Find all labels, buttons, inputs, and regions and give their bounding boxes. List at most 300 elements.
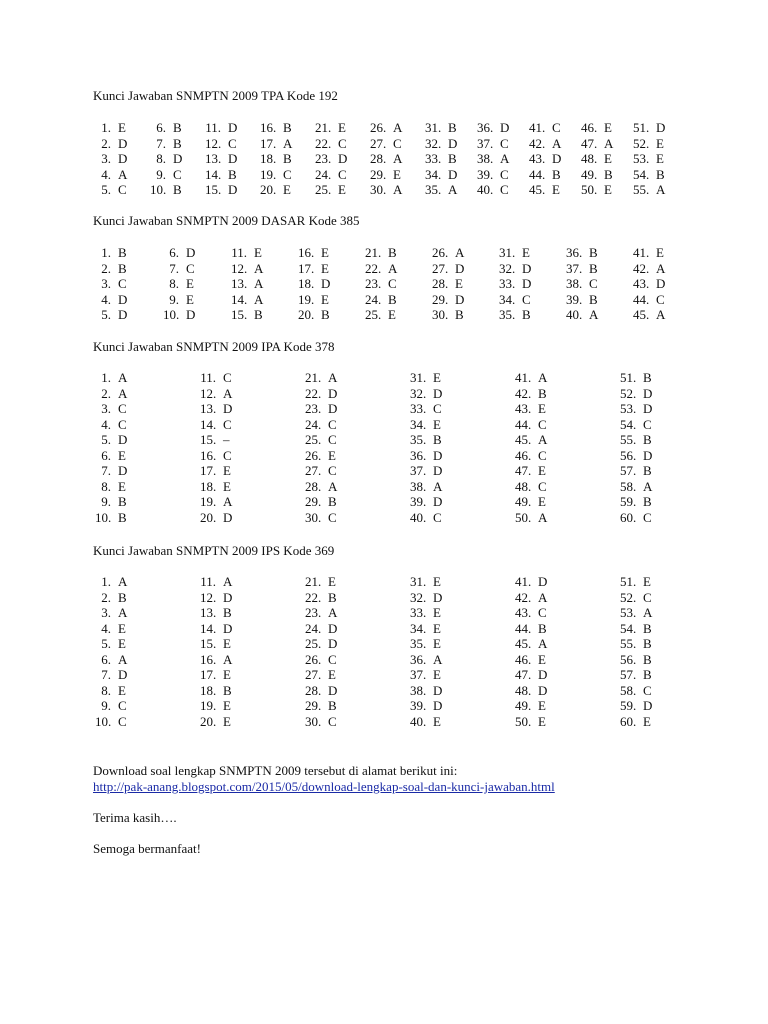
answer-item xyxy=(633,276,703,292)
answer-letter: D xyxy=(433,589,443,605)
answer-number: 4. xyxy=(101,620,111,636)
answer-item xyxy=(305,636,410,652)
answer-letter: C xyxy=(500,135,509,151)
answer-number: 36. xyxy=(477,120,494,135)
answer-letter: A xyxy=(223,651,233,667)
answer-number: 36. xyxy=(410,447,427,463)
answer-number: 26. xyxy=(305,651,322,667)
answer-letter: B xyxy=(448,120,457,135)
answer-item xyxy=(95,182,150,198)
answer-letter: C xyxy=(118,401,127,416)
answer-item xyxy=(515,494,620,510)
answer-item xyxy=(260,182,315,198)
answer-item xyxy=(515,386,620,402)
answer-number: 9. xyxy=(156,166,166,182)
answer-number: 4. xyxy=(101,291,111,307)
answer-letter: E xyxy=(433,667,441,682)
answer-item xyxy=(432,307,499,323)
answer-item xyxy=(95,120,150,136)
answer-letter: E xyxy=(388,307,396,322)
answer-letter: B xyxy=(118,589,127,605)
answer-item xyxy=(515,621,620,637)
answer-letter: D xyxy=(118,151,128,166)
answer-number: 3. xyxy=(101,276,111,291)
answer-item xyxy=(298,245,365,261)
answer-letter: A xyxy=(538,589,548,605)
answer-number: 44. xyxy=(515,620,532,636)
answer-letter: B xyxy=(643,651,652,667)
answer-item xyxy=(95,605,200,621)
answer-number: 46. xyxy=(581,120,598,135)
answer-number: 34. xyxy=(499,291,516,307)
answer-letter: A xyxy=(118,651,128,667)
answer-letter: A xyxy=(118,385,128,401)
answer-number: 31. xyxy=(410,370,427,385)
answer-item xyxy=(477,120,529,136)
answer-number: 16. xyxy=(200,651,217,667)
answer-number: 45. xyxy=(633,307,650,322)
answer-item xyxy=(305,698,410,714)
answer-number: 20. xyxy=(298,307,315,322)
answer-number: 26. xyxy=(370,120,387,135)
answer-letter: D xyxy=(328,682,338,698)
answer-number: 24. xyxy=(305,620,322,636)
answer-letter: E xyxy=(433,713,441,729)
answer-item xyxy=(150,136,205,152)
answer-letter: A xyxy=(254,291,264,307)
answer-letter: B xyxy=(173,135,182,151)
answer-letter: E xyxy=(223,667,231,682)
answer-item xyxy=(200,510,305,526)
answer-number: 44. xyxy=(515,416,532,432)
answer-item xyxy=(620,463,680,479)
answer-number: 14. xyxy=(205,166,222,182)
answer-grid-ips xyxy=(95,574,680,729)
answer-item xyxy=(305,667,410,683)
answer-letter: E xyxy=(223,698,231,713)
answer-letter: D xyxy=(643,401,653,416)
answer-number: 37. xyxy=(477,135,494,151)
answer-item xyxy=(515,652,620,668)
answer-number: 34. xyxy=(410,416,427,432)
answer-item xyxy=(305,432,410,448)
answer-letter: E xyxy=(118,636,126,651)
answer-letter: A xyxy=(538,432,548,447)
answer-item xyxy=(200,636,305,652)
answer-number: 5. xyxy=(101,432,111,447)
answer-letter: E xyxy=(522,245,530,260)
answer-letter: D xyxy=(643,447,653,463)
answer-item xyxy=(260,167,315,183)
answer-number: 19. xyxy=(298,291,315,307)
answer-letter: D xyxy=(656,276,666,291)
answer-number: 7. xyxy=(156,135,166,151)
answer-letter: C xyxy=(223,447,232,463)
answer-letter: E xyxy=(223,713,231,729)
answer-item xyxy=(200,479,305,495)
answer-number: 7. xyxy=(101,667,111,682)
answer-number: 39. xyxy=(566,291,583,307)
answer-number: 8. xyxy=(156,151,166,166)
answer-letter: D xyxy=(433,698,443,713)
answer-number: 35. xyxy=(410,432,427,447)
answer-item xyxy=(410,636,515,652)
answer-letter: E xyxy=(321,291,329,307)
answer-letter: D xyxy=(433,494,443,509)
answer-item xyxy=(515,370,620,386)
answer-letter: E xyxy=(433,620,441,636)
answer-item xyxy=(410,667,515,683)
answer-number: 11. xyxy=(205,120,221,135)
answer-item xyxy=(499,261,566,277)
answer-number: 28. xyxy=(370,151,387,166)
answer-item xyxy=(200,683,305,699)
answer-item xyxy=(410,621,515,637)
answer-number: 31. xyxy=(499,245,516,260)
answer-item xyxy=(515,636,620,652)
answer-number: 60. xyxy=(620,713,637,729)
answer-number: 26. xyxy=(305,447,322,463)
answer-letter: A xyxy=(393,182,403,197)
answer-item xyxy=(95,590,200,606)
answer-number: 13. xyxy=(205,151,222,166)
answer-letter: E xyxy=(604,182,612,197)
answer-letter: C xyxy=(186,260,195,276)
answer-number: 55. xyxy=(620,432,637,447)
answer-number: 39. xyxy=(410,698,427,713)
answer-item xyxy=(95,714,200,730)
answer-item xyxy=(620,401,680,417)
answer-number: 32. xyxy=(499,260,516,276)
answer-item xyxy=(410,386,515,402)
answer-item xyxy=(529,151,581,167)
answer-number: 47. xyxy=(581,135,598,151)
answer-item xyxy=(95,494,200,510)
answer-number: 21. xyxy=(315,120,332,135)
answer-number: 18. xyxy=(200,478,217,494)
answer-letter: C xyxy=(538,605,547,620)
answer-item xyxy=(410,574,515,590)
answer-letter: A xyxy=(538,636,548,651)
answer-item xyxy=(633,245,703,261)
answer-number: 41. xyxy=(515,370,532,385)
answer-item xyxy=(163,261,231,277)
answer-number: 16. xyxy=(200,447,217,463)
answer-number: 23. xyxy=(305,401,322,416)
answer-letter: A xyxy=(328,605,338,620)
answer-number: 46. xyxy=(515,447,532,463)
answer-item xyxy=(620,370,680,386)
answer-item xyxy=(620,448,680,464)
answer-item xyxy=(581,167,633,183)
answer-letter: E xyxy=(321,245,329,260)
answer-number: 4. xyxy=(101,166,111,182)
answer-item xyxy=(499,292,566,308)
answer-number: 10. xyxy=(163,307,180,322)
answer-number: 35. xyxy=(410,636,427,651)
answer-number: 3. xyxy=(101,605,111,620)
answer-item xyxy=(566,292,633,308)
answer-letter: B xyxy=(254,307,263,322)
answer-letter: B xyxy=(173,182,182,197)
answer-letter: C xyxy=(589,276,598,291)
answer-letter: D xyxy=(552,151,562,166)
answer-letter: D xyxy=(643,698,653,713)
answer-item xyxy=(620,652,680,668)
answer-letter: E xyxy=(321,260,329,276)
answer-item xyxy=(200,401,305,417)
answer-item xyxy=(305,479,410,495)
answer-number: 40. xyxy=(477,182,494,197)
answer-item xyxy=(305,401,410,417)
answer-letter: A xyxy=(643,478,653,494)
answer-number: 8. xyxy=(101,682,111,698)
answer-letter: B xyxy=(328,698,337,713)
answer-number: 23. xyxy=(315,151,332,166)
answer-item xyxy=(620,636,680,652)
answer-letter: C xyxy=(328,416,337,432)
answer-letter: D xyxy=(656,120,666,135)
answer-letter: B xyxy=(433,432,442,447)
answer-number: 8. xyxy=(169,276,179,291)
answer-item xyxy=(633,261,703,277)
answer-letter: D xyxy=(328,385,338,401)
answer-number: 1. xyxy=(101,120,111,135)
answer-item xyxy=(205,182,260,198)
answer-number: 15. xyxy=(200,432,217,447)
answer-item xyxy=(305,386,410,402)
answer-item xyxy=(200,417,305,433)
answer-number: 25. xyxy=(305,432,322,447)
answer-item xyxy=(620,432,680,448)
answer-letter: D xyxy=(538,682,548,698)
answer-letter: C xyxy=(538,447,547,463)
answer-number: 5. xyxy=(101,307,111,322)
answer-item xyxy=(365,261,432,277)
answer-number: 28. xyxy=(305,478,322,494)
answer-letter: B xyxy=(223,605,232,620)
answer-number: 41. xyxy=(529,120,546,135)
answer-number: 18. xyxy=(200,682,217,698)
answer-item xyxy=(432,276,499,292)
answer-letter: E xyxy=(656,135,664,151)
answer-item xyxy=(620,590,680,606)
answer-number: 1. xyxy=(101,574,111,589)
answer-item xyxy=(95,370,200,386)
answer-letter: B xyxy=(538,620,547,636)
answer-number: 10. xyxy=(150,182,167,197)
answer-number: 47. xyxy=(515,667,532,682)
answer-letter: B xyxy=(643,636,652,651)
answer-letter: B xyxy=(388,291,397,307)
answer-letter: E xyxy=(538,698,546,713)
answer-item xyxy=(315,136,370,152)
answer-letter: C xyxy=(643,682,652,698)
answer-item xyxy=(163,276,231,292)
answer-item xyxy=(620,683,680,699)
answer-letter: D xyxy=(186,245,196,260)
answer-number: 47. xyxy=(515,463,532,478)
answer-item xyxy=(620,698,680,714)
answer-number: 22. xyxy=(315,135,332,151)
answer-item xyxy=(305,590,410,606)
answer-number: 59. xyxy=(620,494,637,509)
answer-number: 10. xyxy=(95,509,112,525)
answer-number: 14. xyxy=(200,416,217,432)
answer-letter: C xyxy=(328,651,337,667)
answer-letter: C xyxy=(522,291,531,307)
answer-item xyxy=(620,667,680,683)
answer-item xyxy=(620,510,680,526)
answer-letter: D xyxy=(448,166,458,182)
answer-number: 39. xyxy=(477,166,494,182)
answer-letter: D xyxy=(223,620,233,636)
answer-letter: B xyxy=(589,291,598,307)
answer-letter: D xyxy=(118,463,128,478)
section-title-ips: Kunci Jawaban SNMPTN 2009 IPS Kode 369 xyxy=(93,543,335,558)
answer-item xyxy=(529,182,581,198)
answer-number: 22. xyxy=(305,589,322,605)
answer-letter: E xyxy=(328,667,336,682)
answer-letter: A xyxy=(393,151,403,166)
answer-item xyxy=(95,136,150,152)
answer-item xyxy=(410,652,515,668)
answer-item xyxy=(200,370,305,386)
answer-letter: B xyxy=(228,166,237,182)
answer-letter: D xyxy=(448,135,458,151)
answer-item xyxy=(620,714,680,730)
answer-letter: E xyxy=(656,245,664,260)
answer-letter: A xyxy=(500,151,510,166)
answer-number: 14. xyxy=(231,291,248,307)
download-text: Download soal lengkap SNMPTN 2009 tersebut di alamat berikut ini: xyxy=(93,763,458,778)
answer-letter: B xyxy=(223,682,232,698)
answer-number: 38. xyxy=(410,682,427,698)
answer-number: 57. xyxy=(620,463,637,478)
answer-number: 53. xyxy=(633,151,650,166)
answer-letter: B xyxy=(283,120,292,135)
answer-item xyxy=(620,621,680,637)
answer-letter: C xyxy=(328,463,337,478)
answer-letter: E xyxy=(656,151,664,166)
answer-letter: E xyxy=(538,713,546,729)
answer-grid-dasar xyxy=(95,245,703,323)
answer-letter: D xyxy=(118,291,128,307)
answer-item xyxy=(499,245,566,261)
answer-number: 44. xyxy=(529,166,546,182)
section-title-tpa: Kunci Jawaban SNMPTN 2009 TPA Kode 192 xyxy=(93,88,338,103)
answer-number: 46. xyxy=(515,651,532,667)
answer-letter: B xyxy=(118,260,127,276)
answer-number: 58. xyxy=(620,682,637,698)
answer-letter: D xyxy=(228,151,238,166)
answer-item xyxy=(515,479,620,495)
answer-number: 16. xyxy=(260,120,277,135)
answer-number: 42. xyxy=(515,589,532,605)
answer-item xyxy=(315,151,370,167)
answer-item xyxy=(425,136,477,152)
answer-number: 37. xyxy=(410,463,427,478)
answer-number: 28. xyxy=(432,276,449,291)
download-link[interactable]: http://pak-anang.blogspot.com/2015/05/download-lengkap-soal-dan-kunci-jawaban.html xyxy=(93,779,555,794)
answer-item xyxy=(566,261,633,277)
answer-letter: D xyxy=(338,151,348,166)
answer-letter: A xyxy=(604,135,614,151)
answer-item xyxy=(150,151,205,167)
answer-item xyxy=(305,683,410,699)
answer-item xyxy=(633,307,703,323)
answer-number: 33. xyxy=(499,276,516,291)
answer-number: 38. xyxy=(477,151,494,166)
answer-letter: D xyxy=(522,276,532,291)
closing-text: Semoga bermanfaat! xyxy=(93,841,201,856)
answer-item xyxy=(620,494,680,510)
answer-letter: D xyxy=(228,182,238,197)
answer-letter: D xyxy=(500,120,510,135)
answer-item xyxy=(515,432,620,448)
answer-item xyxy=(95,401,200,417)
answer-number: 12. xyxy=(200,589,217,605)
answer-letter: C xyxy=(433,509,442,525)
answer-letter: C xyxy=(328,432,337,447)
answer-number: 12. xyxy=(205,135,222,151)
answer-number: 5. xyxy=(101,182,111,197)
answer-number: 54. xyxy=(620,620,637,636)
answer-item xyxy=(515,683,620,699)
answer-item xyxy=(200,448,305,464)
answer-letter: E xyxy=(552,182,560,197)
answer-item xyxy=(95,245,163,261)
answer-item xyxy=(581,120,633,136)
answer-number: 21. xyxy=(305,370,322,385)
answer-letter: C xyxy=(500,182,509,197)
answer-letter: D xyxy=(118,432,128,447)
answer-letter: B xyxy=(643,370,652,385)
answer-item xyxy=(410,590,515,606)
answer-item xyxy=(370,120,425,136)
answer-letter: E xyxy=(118,447,126,463)
answer-item xyxy=(370,136,425,152)
answer-item xyxy=(200,432,305,448)
answer-letter: C xyxy=(328,509,337,525)
answer-item xyxy=(305,652,410,668)
answer-item xyxy=(95,621,200,637)
answer-number: 2. xyxy=(101,260,111,276)
answer-item xyxy=(566,307,633,323)
answer-number: 26. xyxy=(432,245,449,260)
answer-item xyxy=(410,401,515,417)
answer-item xyxy=(515,417,620,433)
answer-item xyxy=(205,151,260,167)
answer-number: 37. xyxy=(410,667,427,682)
answer-letter: C xyxy=(338,135,347,151)
answer-item xyxy=(305,463,410,479)
answer-number: 19. xyxy=(200,698,217,713)
answer-number: 16. xyxy=(298,245,315,260)
answer-item xyxy=(95,683,200,699)
answer-item xyxy=(370,182,425,198)
answer-letter: B xyxy=(643,620,652,636)
answer-letter: C xyxy=(223,370,232,385)
answer-letter: A xyxy=(643,605,653,620)
answer-grid-ipa xyxy=(95,370,680,525)
answer-number: 20. xyxy=(260,182,277,197)
answer-number: 33. xyxy=(410,401,427,416)
answer-item xyxy=(425,151,477,167)
answer-item xyxy=(200,574,305,590)
answer-item xyxy=(305,510,410,526)
answer-item xyxy=(633,182,685,198)
